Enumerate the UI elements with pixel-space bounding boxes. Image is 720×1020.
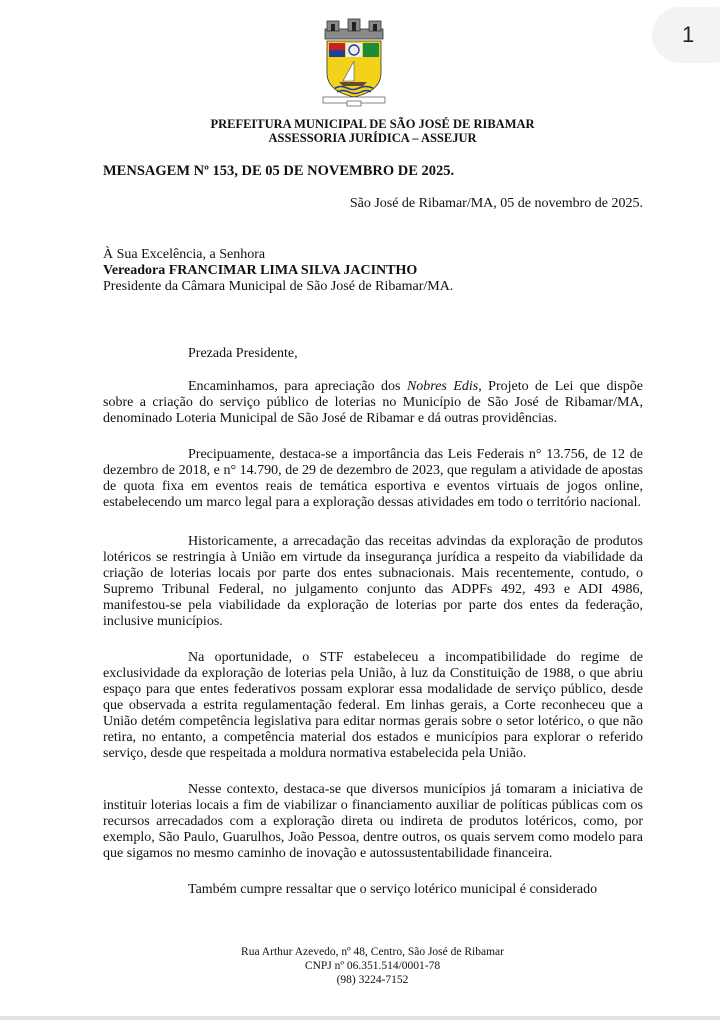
municipal-crest-icon: [321, 17, 387, 107]
addressee-block: [103, 247, 453, 295]
paragraph: Na oportunidade, o STF estabeleceu a incompatibilidade do regime de exclusividade da exploração de loterias pela União, à luz da Constituição de 1988, o que abriu espaço para que entes federativos possam explorar essa modalidade de serviço público, desde que observada a estrita regulamentação federal. Em linhas gerais, a Corte reconheceu que a União detém competência legislativa para editar normas gerais sobre o setor lotérico, o que não retira, no entanto, a competência material dos estados e municípios para explorar o referido serviço, desde que respeitada a moldura normativa estabelecida pela União.: [103, 650, 643, 761]
footer-cnpj: CNPJ nº 06.351.514/0001-78: [304, 960, 441, 972]
salutation: Prezada Presidente,: [188, 346, 298, 361]
paragraph: Encaminhamos, para apreciação dos Nobres Edis, Projeto de Lei que dispõe sobre a criação do serviço público de loterias no Município de São José de Ribamar/MA, denominado Loteria Municipal de São José de Ribamar e dá outras providências.: [103, 379, 643, 426]
message-title: MENSAGEM Nº 153, DE 05 DE NOVEMBRO DE 2025.: [103, 163, 455, 179]
footer-phone: (98) 3224-7152: [336, 974, 409, 986]
letterhead-prefeitura: PREFEITURA MUNICIPAL DE SÃO JOSÉ DE RIBAMAR: [210, 117, 535, 131]
paragraph: Precipuamente, destaca-se a importância das Leis Federais n° 13.756, de 12 de dezembro de 2018, e n° 14.790, de 29 de dezembro de 2023, que regulam a atividade de apostas de quota fixa em eventos reais de temática esportiva e eventos virtuais de jogos online, estabelecendo um marco legal para a exploração dessas atividades em todo o território nacional.: [103, 447, 643, 510]
footer-address: Rua Arthur Azevedo, nº 48, Centro, São José de Ribamar: [241, 946, 504, 958]
page-footer: [0, 945, 720, 987]
page-number: 1: [682, 22, 695, 47]
page-number-badge: [652, 7, 720, 63]
italic-term: Nobres Edis,: [406, 379, 482, 394]
paragraph: Também cumpre ressaltar que o serviço lotérico municipal é considerado: [188, 882, 598, 897]
addressee-name: Vereadora FRANCIMAR LIMA SILVA JACINTHO: [103, 263, 418, 278]
paragraph: Nesse contexto, destaca-se que diversos municípios já tomaram a iniciativa de instituir loterias locais a fim de viabilizar o financiamento auxiliar de políticas públicas com os recursos arrecadados com a exploração direta ou indireta de produtos lotéricos, como, por exemplo, São Paulo, Guarulhos, João Pessoa, dentre outros, os quais servem como modelo para que sigamos no mesmo caminho de inovação e autossustentabilidade financeira.: [103, 782, 643, 861]
letterhead: [0, 117, 720, 145]
paragraph: Historicamente, a arrecadação das receitas advindas da exploração de produtos lotéricos se restringia à União em virtude da insegurança jurídica a respeito da viabilidade da criação de loterias locais por parte dos entes subnacionais. Mais recentemente, contudo, o Supremo Tribunal Federal, no julgamento conjunto das ADPFs 492, 493 e ADI 4986, manifestou-se pela viabilidade da exploração de loterias por parte dos entes da federação, inclusive municípios.: [103, 534, 643, 629]
place-date: São José de Ribamar/MA, 05 de novembro de 2025.: [349, 196, 643, 211]
letterhead-assessoria: ASSESSORIA JURÍDICA – ASSEJUR: [268, 131, 477, 145]
message-body: [103, 379, 643, 918]
page-separator: [0, 1016, 720, 1020]
addressee-greeting: À Sua Excelência, a Senhora: [103, 247, 266, 262]
addressee-title: Presidente da Câmara Municipal de São José de Ribamar/MA.: [103, 279, 454, 294]
